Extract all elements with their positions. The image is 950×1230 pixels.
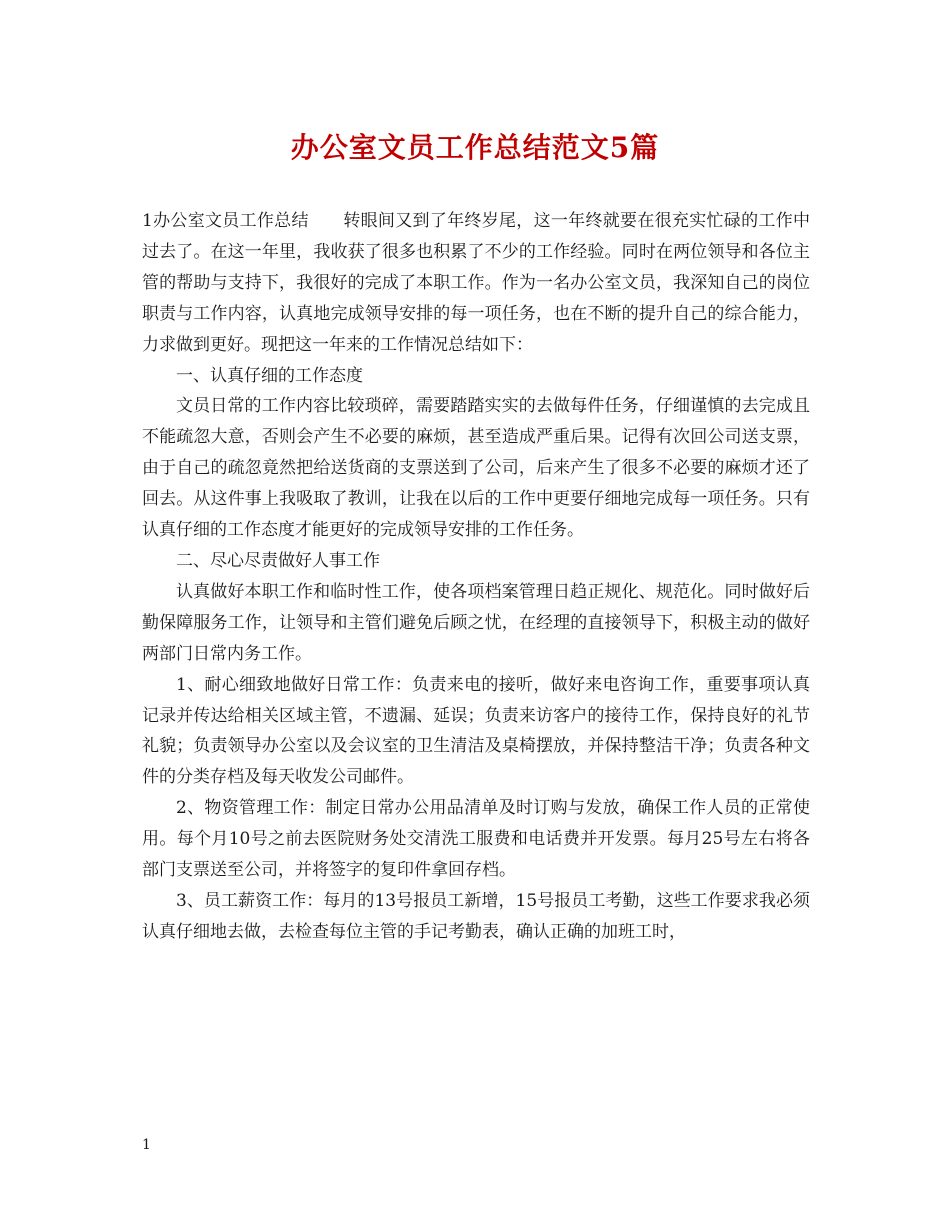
page-number: 1 (142, 1137, 151, 1153)
document-title: 办公室文员工作总结范文5篇 (290, 131, 660, 164)
paragraph-1: 文员日常的工作内容比较琐碎，需要踏踏实实的去做每件任务，仔细谨慎的去完成且不能疏忽大意，否则会产生不必要的麻烦，甚至造成严重后果。记得有次回公司送支票，由于自己的疏忽竟然把给送货商的支票送到了公司，后来产生了很多不必要的麻烦才还了回去。从这件事上我吸取了教训，让我在以后的工作中更要仔细地完成每一项任务。只有认真仔细的工作态度才能更好的完成领导安排的工作任务。 (142, 396, 810, 541)
section-heading-2: 二、尽心尽责做好人事工作 (176, 550, 380, 571)
paragraph-daily-work: 1、耐心细致地做好日常工作：负责来电的接听，做好来电咨询工作，重要事项认真记录并传达给相关区域主管，不遗漏、延误；负责来访客户的接待工作，保持良好的礼节礼貌；负责领导办公室以及会议室的卫生清洁及桌椅摆放，并保持整洁干净；负责各种文件的分类存档及每天收发公司邮件。 (142, 674, 810, 788)
document-body (142, 206, 810, 948)
section-heading-1: 一、认真仔细的工作态度 (176, 365, 363, 386)
paragraph-payroll: 3、员工薪资工作：每月的13号报员工新增，15号报员工考勤，这些工作要求我必须认真仔细地去做，去检查每位主管的手记考勤表，确认正确的加班工时， (142, 890, 810, 942)
paragraph-supplies: 2、物资管理工作：制定日常办公用品清单及时订购与发放，确保工作人员的正常使用。每个月10号之前去医院财务处交清洗工服费和电话费并开发票。每月25号左右将各部门支票送至公司，并将签字的复印件拿回存档。 (142, 798, 810, 881)
paragraph-intro: 1办公室文员工作总结 转眼间又到了年终岁尾，这一年终就要在很充实忙碌的工作中过去了。在这一年里，我收获了很多也积累了不少的工作经验。同时在两位领导和各位主管的帮助与支持下，我很好的完成了本职工作。作为一名办公室文员，我深知自己的岗位职责与工作内容，认真地完成领导安排的每一项任务，也在不断的提升自己的综合能力，力求做到更好。现把这一年来的工作情况总结如下： (142, 211, 810, 355)
paragraph-2: 认真做好本职工作和临时性工作，使各项档案管理日趋正规化、规范化。同时做好后勤保障服务工作，让领导和主管们避免后顾之忧，在经理的直接领导下，积极主动的做好两部门日常内务工作。 (142, 581, 810, 664)
